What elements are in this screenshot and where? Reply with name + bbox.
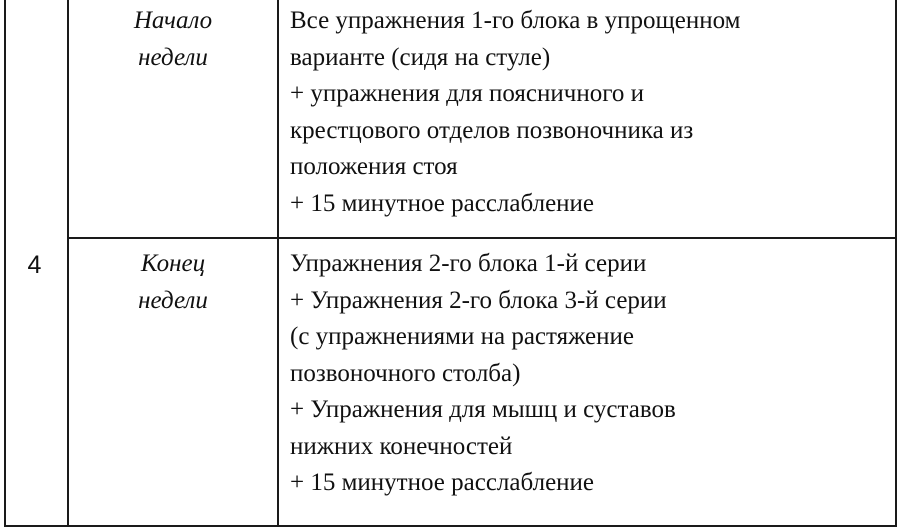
exercise-line: + 15 минутное расслабление xyxy=(290,469,595,496)
row-number-cell xyxy=(5,0,68,526)
table-row xyxy=(5,0,896,238)
exercise-content-cell xyxy=(278,238,896,526)
period-label: недели xyxy=(138,43,208,71)
exercise-line: Все упражнения 1-го блока в упрощенном xyxy=(290,7,741,34)
period-cell-end xyxy=(68,238,278,526)
exercise-line: + Упражнения 2-го блока 3-й серии xyxy=(290,286,667,314)
exercise-line: варианте (сидя на стуле) xyxy=(290,43,551,71)
period-cell-start xyxy=(68,0,278,238)
exercise-content-cell xyxy=(278,0,896,238)
exercise-line: позвоночного столба) xyxy=(290,359,521,387)
exercise-line: + 15 минутное расслабление xyxy=(290,189,595,217)
exercise-line: + Упражнения для мышц и суставов xyxy=(290,396,676,423)
exercise-line: (с упражнениями на растяжение xyxy=(290,323,635,350)
exercise-line: + упражнения для поясничного и xyxy=(290,80,644,107)
period-label: Начало xyxy=(133,7,213,34)
exercise-line: нижних конечностей xyxy=(290,432,513,460)
period-label: недели xyxy=(138,286,208,314)
exercise-line: Упражнения 2-го блока 1-й серии xyxy=(290,250,647,277)
exercise-line: крестцового отделов позвоночника из xyxy=(290,116,694,144)
exercise-line: положения стоя xyxy=(290,153,458,180)
period-label: Конец xyxy=(140,250,206,277)
exercise-schedule-table xyxy=(4,0,897,527)
table-row xyxy=(5,238,896,526)
row-number: 4 xyxy=(27,251,42,279)
